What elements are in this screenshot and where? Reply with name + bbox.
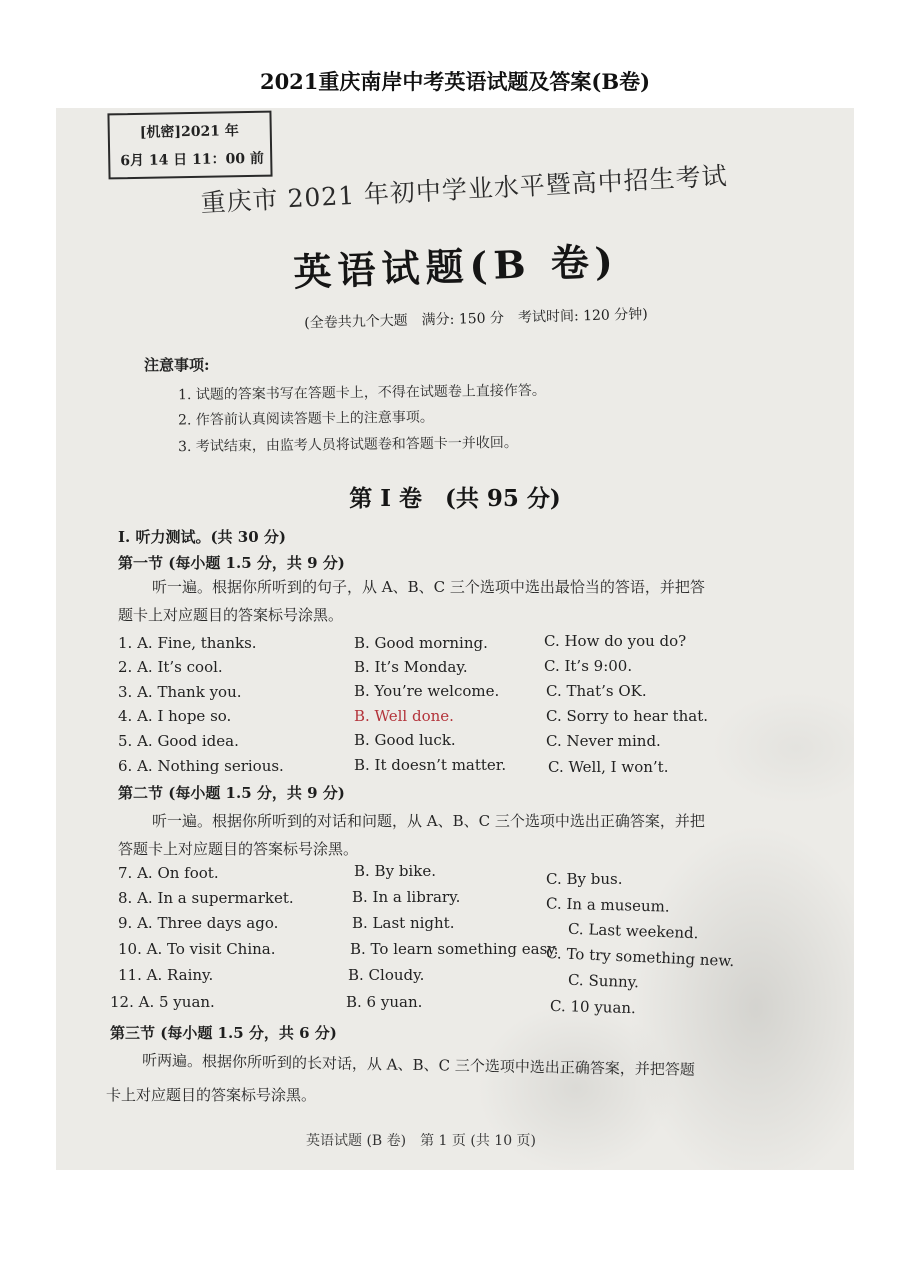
section1-title: 第一节 (每小题 1.5 分，共 9 分) xyxy=(118,554,345,572)
option-c: C. Sorry to hear that. xyxy=(546,707,709,725)
section2-instruction: 答题卡上对应题目的答案标号涂黑。 xyxy=(118,840,359,858)
option-a: 11. A. Rainy. xyxy=(118,966,214,984)
section2-instruction: 听一遍。根据你所听到的对话和问题，从 A、B、C 三个选项中选出正确答案，并把 xyxy=(152,812,705,830)
option-c: C. In a museum. xyxy=(545,894,670,916)
subject-title: 英语试题(B 卷) xyxy=(292,238,620,295)
listening-title: I. 听力测试。(共 30 分) xyxy=(118,528,286,546)
option-c: C. Sunny. xyxy=(567,970,640,992)
option-b: B. In a library. xyxy=(352,888,461,906)
notice-title: 注意事项: xyxy=(144,356,210,374)
exam-meta: (全卷共九个大题 满分: 150 分 考试时间: 120 分钟) xyxy=(304,306,648,332)
option-a: 2. A. It’s cool. xyxy=(118,658,223,676)
section1-instruction: 题卡上对应题目的答案标号涂黑。 xyxy=(118,606,344,624)
option-b: B. You’re welcome. xyxy=(354,682,500,700)
option-c: C. Well, I won’t. xyxy=(548,758,669,776)
option-c: C. Last weekend. xyxy=(567,919,699,943)
document-title: 2021重庆南岸中考英语试题及答案(B卷) xyxy=(259,69,651,94)
section3-title: 第三节 (每小题 1.5 分，共 6 分) xyxy=(110,1024,337,1042)
option-b: B. Good luck. xyxy=(354,731,456,749)
notice-item: 1. 试题的答案书写在答题卡上，不得在试题卷上直接作答。 xyxy=(177,382,546,404)
section3-instruction: 卡上对应题目的答案标号涂黑。 xyxy=(106,1086,317,1104)
option-c: C. 10 yuan. xyxy=(549,996,637,1018)
option-a: 9. A. Three days ago. xyxy=(118,914,279,932)
option-b: B. Cloudy. xyxy=(348,966,425,984)
option-c: C. That’s OK. xyxy=(546,682,647,700)
option-a: 1. A. Fine, thanks. xyxy=(118,634,257,652)
option-c: C. Never mind. xyxy=(546,732,661,750)
page-footer: 英语试题 (B 卷) 第 1 页 (共 10 页) xyxy=(306,1133,537,1149)
option-c: C. How do you do? xyxy=(544,632,687,650)
option-a: 12. A. 5 yuan. xyxy=(110,993,215,1011)
option-c: C. To try something new. xyxy=(545,943,735,971)
option-a: 3. A. Thank you. xyxy=(118,683,242,701)
option-a: 6. A. Nothing serious. xyxy=(118,757,284,775)
notice-item: 3. 考试结束，由监考人员将试题卷和答题卡一并收回。 xyxy=(177,434,518,456)
option-a: 5. A. Good idea. xyxy=(118,732,239,750)
stamp-line-2: 6月 14 日 11：00 前 xyxy=(120,150,265,170)
option-b: B. 6 yuan. xyxy=(346,993,423,1011)
notice-item: 2. 作答前认真阅读答题卡上的注意事项。 xyxy=(177,409,434,429)
option-a: 10. A. To visit China. xyxy=(118,940,276,958)
section2-title: 第二节 (每小题 1.5 分，共 9 分) xyxy=(118,784,345,802)
option-a: 7. A. On foot. xyxy=(118,864,219,882)
section1-instruction: 听一遍。根据你所听到的句子，从 A、B、C 三个选项中选出最恰当的答语，并把答 xyxy=(152,578,705,596)
option-b: B. It’s Monday. xyxy=(354,658,468,676)
option-b: B. To learn something easy. xyxy=(350,940,559,958)
confidential-stamp xyxy=(107,111,272,180)
option-b: B. By bike. xyxy=(354,862,436,880)
option-b: B. It doesn’t matter. xyxy=(354,756,507,774)
option-b: B. Good morning. xyxy=(354,634,488,652)
section3-instruction: 听两遍。根据你所听到的长对话，从 A、B、C 三个选项中选出正确答案，并把答题 xyxy=(141,1051,695,1079)
option-c: C. By bus. xyxy=(546,870,623,888)
option-b: B. Well done. xyxy=(354,707,454,725)
option-b: B. Last night. xyxy=(352,914,455,932)
part-title: 第 I 卷 (共 95 分) xyxy=(349,485,561,512)
option-c: C. It’s 9:00. xyxy=(544,657,633,675)
exam-page-scan xyxy=(56,108,854,1170)
option-a: 4. A. I hope so. xyxy=(118,707,232,725)
exam-header: 重庆市 2021 年初中学业水平暨高中招生考试 xyxy=(199,161,729,218)
stamp-line-1: [机密]2021 年 xyxy=(139,123,239,141)
option-a: 8. A. In a supermarket. xyxy=(118,889,294,907)
